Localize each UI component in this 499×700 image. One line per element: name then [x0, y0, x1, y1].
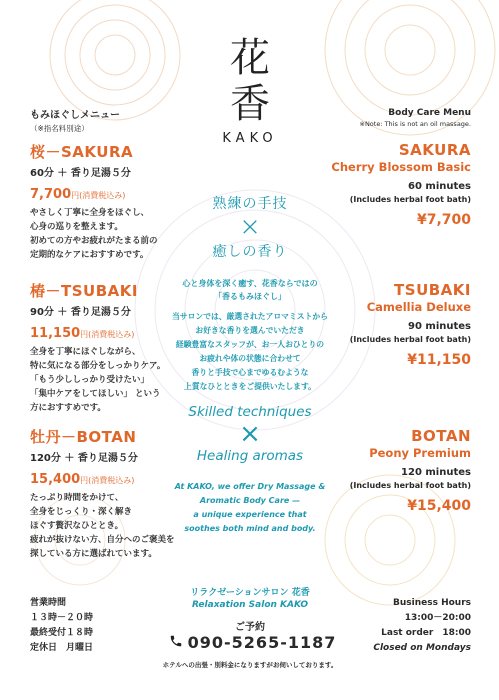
jp-menu-desc-line: やさしく丁寧に全身をほぐし、 — [30, 208, 150, 218]
en-menu-name: BOTAN — [411, 427, 471, 445]
hours-jp-line: 定休日 月曜日 — [30, 643, 94, 653]
jp-body-line: 上質なひとときをご提供いたします。 — [184, 382, 316, 391]
jp-menu-desc-line: 探している方に選ばれています。 — [30, 549, 157, 559]
reserve-label: ご予約 — [235, 622, 265, 633]
en-menu-minutes: 60 minutes — [408, 181, 471, 192]
center-body-jp — [145, 310, 355, 394]
jp-tagline-1: 熟練の手技 — [212, 196, 288, 212]
en-menu-name: TSUBAKI — [394, 281, 471, 299]
en-menu-price: ¥11,150 — [407, 352, 471, 368]
jp-menu-desc-line: 初めての方やお疲れがたまる前の — [30, 236, 158, 246]
logo — [200, 35, 300, 146]
jp-menu-price: 15,400 — [30, 472, 81, 487]
en-menu-minutes: 90 minutes — [408, 321, 471, 332]
phone-icon — [169, 633, 183, 652]
en-tagline-1: Skilled techniques — [188, 404, 312, 420]
en-body-line: Aromatic Body Care — — [199, 496, 301, 505]
en-menu-name: SAKURA — [398, 141, 471, 159]
jp-menu-time: 90分 ＋ 香り足湯５分 — [30, 307, 131, 318]
jp-menu-desc-line: ほぐす贅沢なひととき。 — [30, 521, 124, 531]
jp-body-line: 当サロンでは、厳選されたアロマミストから — [172, 312, 328, 321]
jp-body-line: 香りと手技で心までゆるむような — [191, 368, 309, 377]
left-header-note: （※指名料別途） — [30, 124, 89, 133]
jp-menu-tax: 円(消費税込み) — [80, 476, 135, 485]
jp-tagline-cross: × — [239, 212, 261, 242]
jp-body-line: 経験豊富なスタッフが、お一人おひとりの — [175, 340, 325, 349]
logo-kanji: 花 香 — [230, 35, 270, 127]
jp-menu-desc-line: 方におすすめです。 — [30, 403, 106, 413]
hours-en-line: 13:00－20:00 — [404, 613, 471, 623]
salon-name-jp: リラクゼーションサロン 花香 — [190, 588, 310, 598]
jp-menu-desc-line: 全身をじっくり・深く解き — [30, 507, 133, 517]
logo-roman: KAKO — [222, 131, 278, 146]
hours-jp-line: 最終受付１８時 — [30, 628, 94, 638]
phone-block[interactable] — [165, 633, 340, 652]
en-body-line: a unique experience that — [193, 510, 307, 519]
jp-menu-desc-line: 特に気になる部分をしっかりケア。 — [30, 361, 166, 371]
jp-menu-desc-line: たっぷり時間をかけて、 — [30, 493, 124, 503]
en-menu-price: ¥7,700 — [416, 212, 471, 228]
hours-en-line: Business Hours — [393, 598, 471, 608]
hours-jp-line: 営業時間 — [30, 598, 67, 608]
en-menu-bath: (Includes herbal foot bath) — [349, 335, 471, 344]
salon-name — [160, 585, 340, 610]
jp-menu-name: 桜－SAKURA — [30, 143, 134, 161]
en-body-line: soothes both mind and body. — [184, 524, 316, 533]
right-header — [360, 108, 472, 128]
en-menu-minutes: 120 minutes — [401, 467, 471, 478]
center-body-en — [155, 480, 345, 536]
en-body-line: At KAKO, we offer Dry Massage & — [174, 482, 326, 491]
jp-menu-desc-line: 心身の巡りを整えます。 — [30, 222, 123, 232]
jp-lead-line: 心と身体を深く癒す、花香ならではの — [182, 279, 318, 288]
right-header-title: Body Care Menu — [388, 108, 471, 118]
right-header-note: ※Note: This is not an oil massage. — [359, 120, 471, 128]
salon-name-en: Relaxation Salon KAKO — [191, 600, 309, 610]
jp-menu-price: 11,150 — [30, 326, 81, 341]
hours-en — [373, 596, 471, 656]
jp-body-line: お好きな香りを選んでいただき — [195, 326, 305, 335]
jp-menu-time: 60分 ＋ 香り足湯５分 — [30, 168, 131, 179]
en-menu-sub: Cherry Blossom Basic — [331, 160, 471, 174]
jp-body-line: お疲れや体の状態に合わせて — [199, 354, 301, 363]
hours-en-line: Last order 18:00 — [381, 628, 471, 638]
hours-jp — [30, 596, 93, 656]
en-menu-bath: (Includes herbal foot bath) — [349, 195, 471, 204]
center-tagline-en — [160, 404, 340, 464]
jp-menu-price: 7,700 — [30, 187, 72, 202]
center-lead-jp — [155, 277, 345, 303]
jp-menu-name: 牡丹－BOTAN — [30, 428, 137, 446]
phone-number[interactable]: 090-5265-1187 — [187, 633, 337, 652]
jp-menu-tax: 円(消費税込み) — [80, 330, 135, 339]
en-menu-bath: (Includes herbal foot bath) — [349, 481, 471, 490]
en-menu-sub: Camellia Deluxe — [366, 300, 471, 314]
hours-jp-line: １３時－２０時 — [30, 613, 94, 623]
left-header-title: もみほぐしメニュー — [30, 110, 120, 121]
footer-note: ホテルへの出張・別料金になりますがお伺いしております。 — [162, 661, 338, 669]
jp-lead-line: 「香るもみほぐし」 — [214, 292, 286, 301]
jp-menu-tax: 円(消費税込み) — [71, 191, 126, 200]
hours-en-line: Closed on Mondays — [373, 643, 471, 653]
left-header — [30, 106, 120, 134]
jp-menu-desc-line: 「もう少ししっかり受けたい」 — [30, 375, 150, 385]
jp-menu-desc-line: 疲れが抜けない方、自分へのご褒美を — [30, 535, 175, 545]
jp-menu-name: 椿－TSUBAKI — [30, 282, 138, 300]
jp-menu-time: 120分 ＋ 香り足湯５分 — [30, 453, 138, 464]
center-tagline-jp — [170, 193, 330, 261]
jp-tagline-2: 癒しの香り — [212, 244, 288, 260]
jp-menu-desc-line: 定期的なケアにおすすめです。 — [30, 250, 149, 260]
en-tagline-2: Healing aromas — [196, 448, 304, 464]
en-tagline-cross: × — [239, 419, 261, 449]
en-menu-sub: Peony Premium — [369, 446, 471, 460]
jp-menu-desc-line: 「集中ケアをしてほしい」 という — [30, 389, 161, 399]
en-menu-price: ¥15,400 — [407, 498, 471, 514]
jp-menu-desc-line: 全身を丁寧にほぐしながら、 — [30, 347, 141, 357]
